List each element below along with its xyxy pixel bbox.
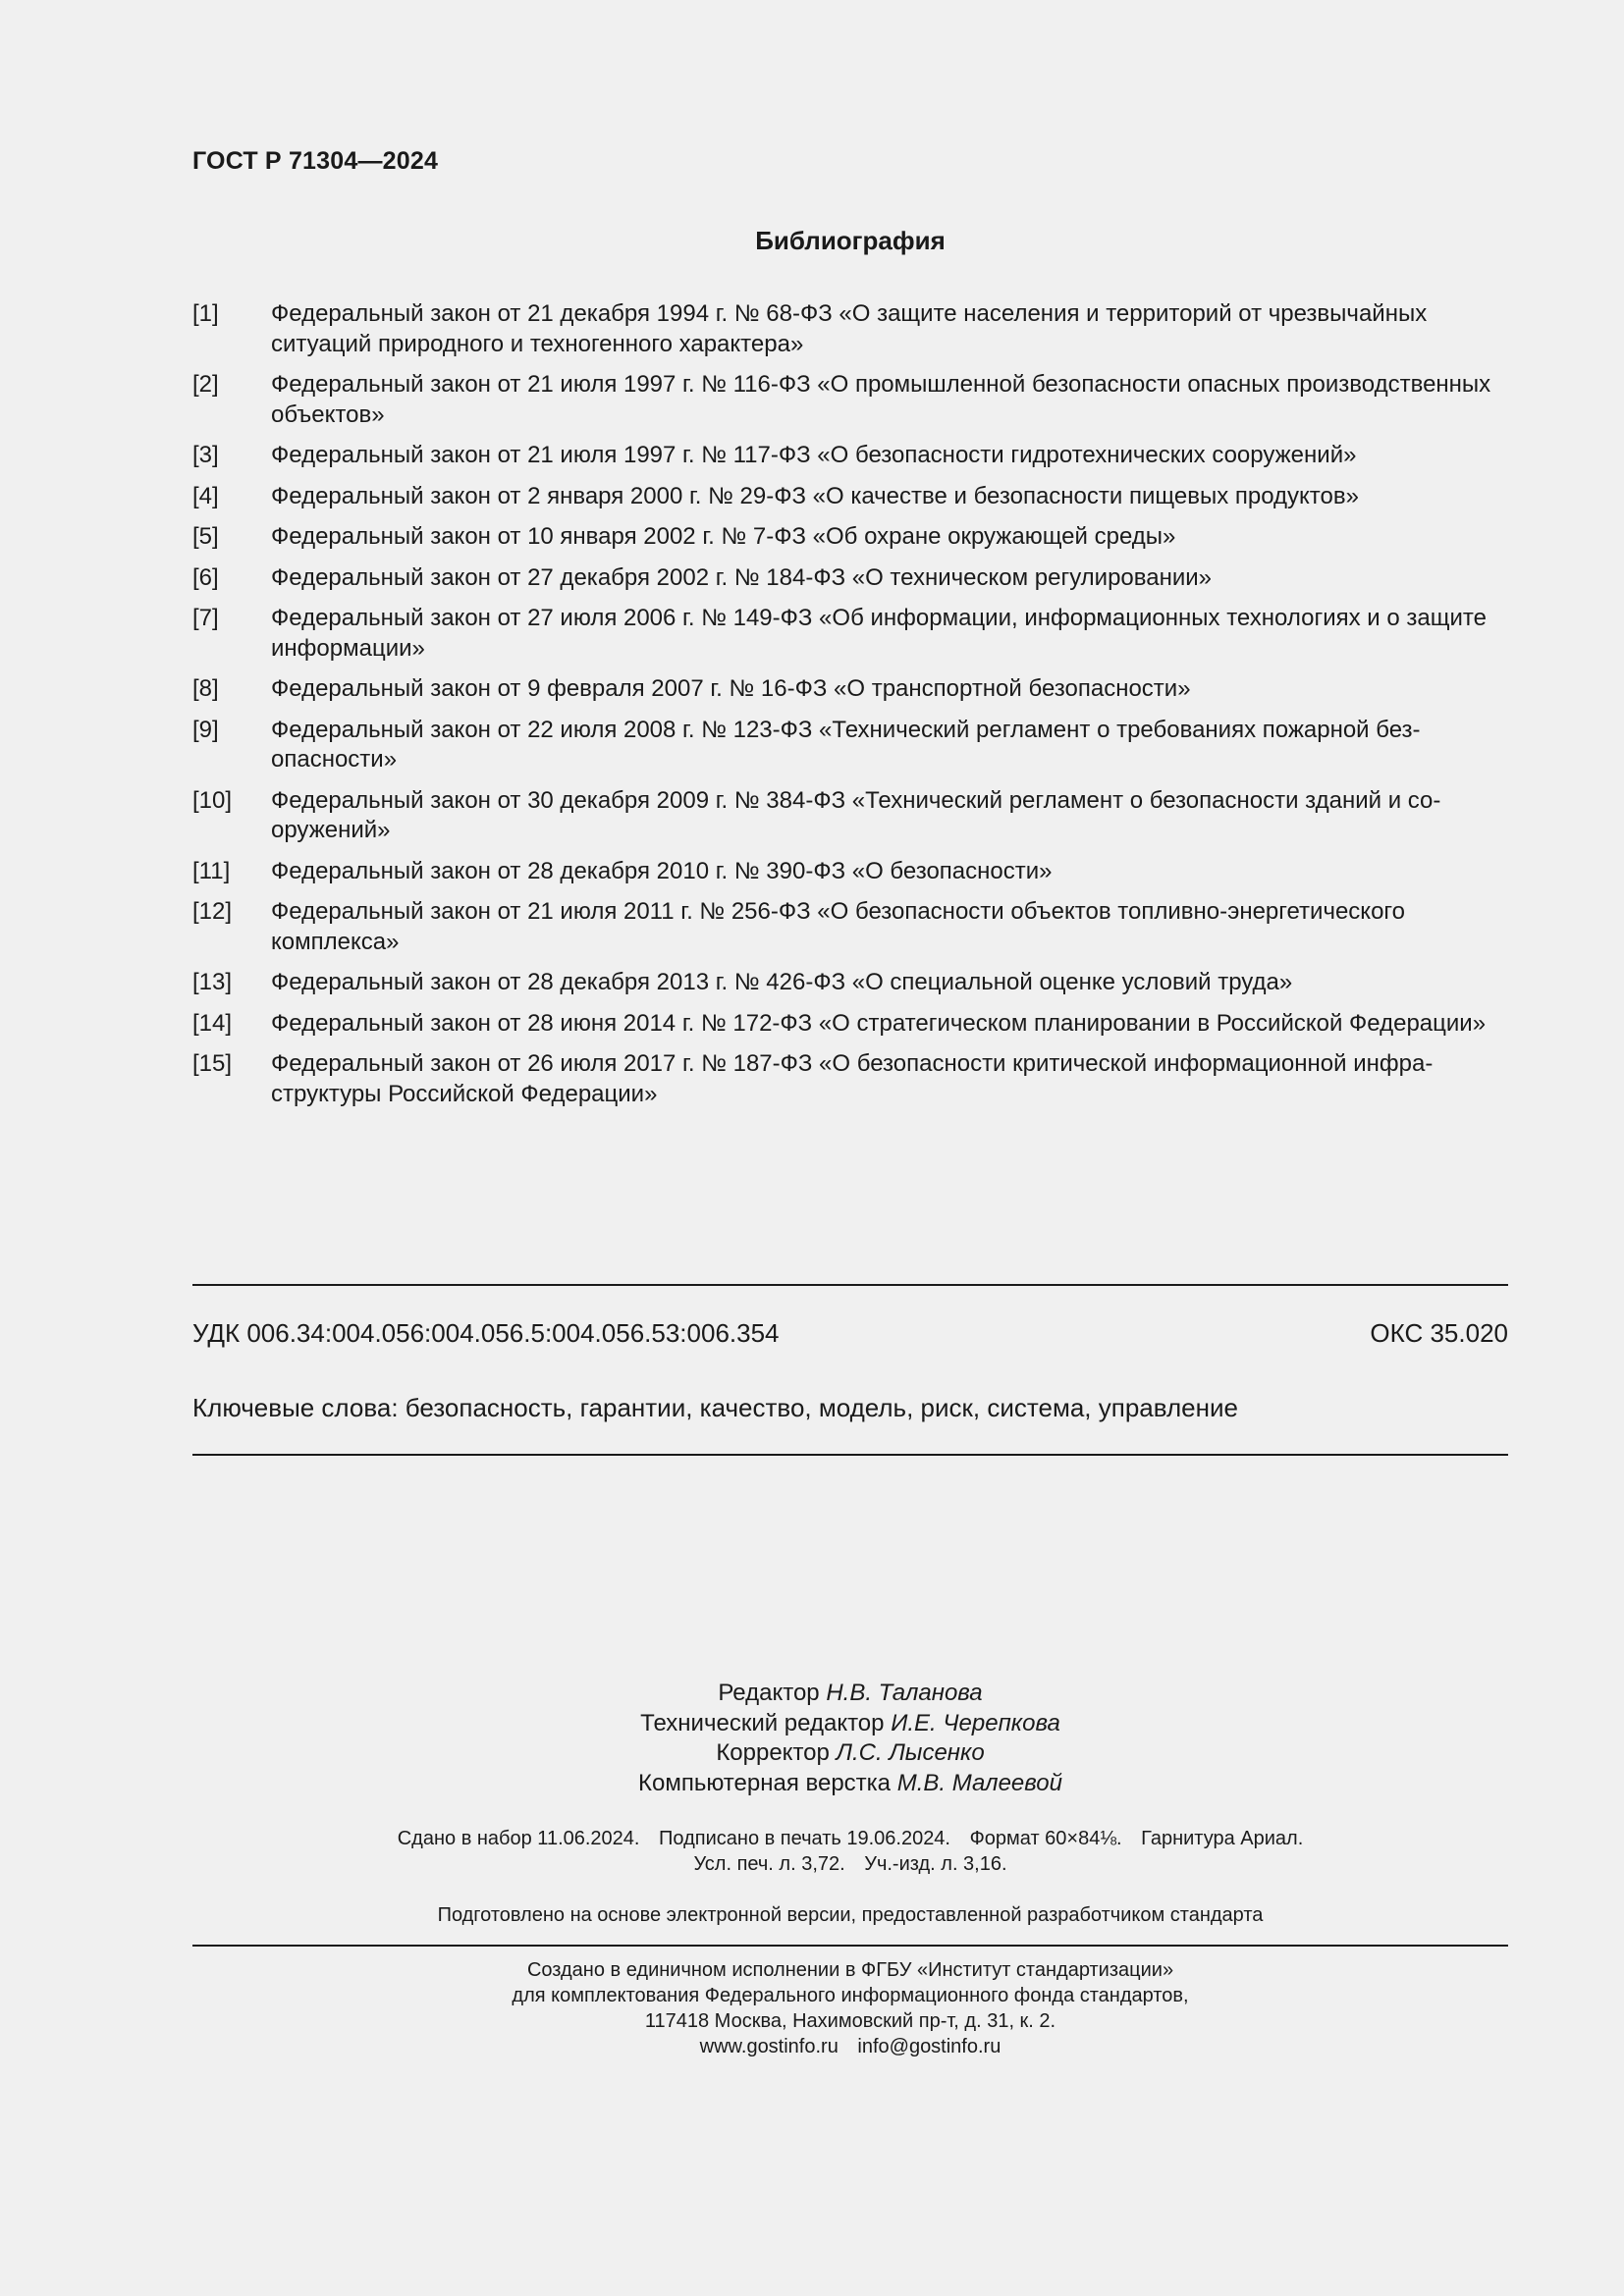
bibliography-item-number: [14] — [192, 1009, 233, 1037]
bibliography-item-text: Федеральный закон от 2 января 2000 г. № 29-ФЗ «О качестве и безопасности пищевых продуктов» — [271, 482, 1359, 509]
bibliography-item-number: [9] — [192, 716, 219, 743]
bibliography-item — [192, 716, 1508, 775]
bibliography-item — [192, 299, 1508, 359]
bibliography-item-text: Федеральный закон от 10 января 2002 г. № 7-ФЗ «Об охране окружающей среды» — [271, 523, 1176, 550]
bibliography-item-number: [4] — [192, 482, 219, 509]
bibliography-item-text: Федеральный закон от 9 февраля 2007 г. № 16-ФЗ «О транспортной безопасности» — [271, 675, 1191, 702]
bibliography-item-text: Федеральный закон от 28 июня 2014 г. № 172-ФЗ «О стратегическом планировании в Российской Федерации» — [271, 1009, 1487, 1037]
publisher-block — [192, 1957, 1508, 2059]
bibliography-item-text: Федеральный закон от 28 декабря 2010 г. № 390-ФЗ «О безопасности» — [271, 857, 1053, 884]
credit-editor: Редактор Н.В. Таланова — [718, 1680, 983, 1706]
signed-date: Подписано в печать 19.06.2024. — [659, 1828, 950, 1849]
udk-code: УДК 006.34:004.056:004.056.5:004.056.53:006.354 — [192, 1318, 780, 1348]
bibliography-item — [192, 968, 1508, 998]
bibliography-item-text: Федеральный закон от 21 декабря 1994 г. № 68-ФЗ «О защите населения и территорий от чрезвычайных ситуаций природного и техногенного характера» — [271, 300, 1428, 357]
bibliography-title: Библиография — [755, 226, 946, 255]
bibliography-item — [192, 441, 1508, 471]
publisher-line-1: Создано в единичном исполнении в ФГБУ «Институт стандартизации» — [526, 1959, 1174, 1981]
bibliography-item-number: [11] — [192, 857, 231, 884]
divider-bottom — [192, 1454, 1508, 1456]
bibliography-item-number: [5] — [192, 523, 219, 550]
print-sheets: Усл. печ. л. 3,72. — [693, 1853, 845, 1875]
credit-tech-editor: Технический редактор И.Е. Черепкова — [640, 1709, 1060, 1736]
submitted-date: Сдано в набор 11.06.2024. — [397, 1828, 640, 1849]
bibliography-item-text: Федеральный закон от 22 июля 2008 г. № 123-ФЗ «Технический регламент о требованиях пожарной безопасности» — [271, 716, 1421, 773]
bibliography-item-number: [8] — [192, 675, 219, 702]
divider-top — [192, 1284, 1508, 1286]
bibliography-item — [192, 370, 1508, 430]
print-info-line-2 — [192, 1851, 1508, 1877]
print-info-line-1 — [192, 1826, 1508, 1851]
email-link[interactable]: info@gostinfo.ru — [857, 2036, 1001, 2057]
bibliography-item — [192, 1009, 1508, 1040]
typeface: Гарнитура Ариал. — [1141, 1828, 1304, 1849]
bibliography-item — [192, 786, 1508, 846]
print-info — [192, 1826, 1508, 1877]
bibliography-item-text: Федеральный закон от 30 декабря 2009 г. № 384-ФЗ «Технический регламент о безопасности зданий и сооружений» — [271, 786, 1441, 843]
bibliography-item — [192, 522, 1508, 553]
standard-code: ГОСТ Р 71304—2024 — [192, 147, 439, 175]
oks-code: ОКС 35.020 — [1370, 1318, 1508, 1348]
bibliography-item-number: [2] — [192, 371, 219, 398]
bibliography-list — [192, 299, 1508, 1120]
classification-row — [192, 1318, 1508, 1349]
credit-corrector: Корректор Л.С. Лысенко — [716, 1739, 985, 1766]
bibliography-item-text: Федеральный закон от 27 июля 2006 г. № 149-ФЗ «Об информации, информационных технологиях и о защите информации» — [271, 605, 1487, 662]
bibliography-item-number: [6] — [192, 563, 219, 591]
bibliography-item-text: Федеральный закон от 27 декабря 2002 г. № 184-ФЗ «О техническом регулировании» — [271, 563, 1213, 591]
bibliography-item — [192, 897, 1508, 957]
bibliography-item-number: [13] — [192, 969, 233, 995]
bibliography-item-number: [15] — [192, 1050, 233, 1077]
bibliography-item-text: Федеральный закон от 26 июля 2017 г. № 187-ФЗ «О безопасности критической информационной инфраструктуры Российской Федерации» — [271, 1050, 1434, 1107]
divider-publisher — [192, 1945, 1508, 1947]
publisher-line-2: для комплектования Федерального информационного фонда стандартов, — [512, 1985, 1189, 2006]
prepared-note: Подготовлено на основе электронной версии, предоставленной разработчиком стандарта — [437, 1904, 1264, 1926]
publisher-address: 117418 Москва, Нахимовский пр-т, д. 31, к. 2. — [644, 2010, 1056, 2032]
website-link[interactable]: www.gostinfo.ru — [699, 2036, 839, 2057]
bibliography-item-number: [7] — [192, 605, 219, 631]
bibliography-item — [192, 857, 1508, 887]
bibliography-item-text: Федеральный закон от 21 июля 1997 г. № 117-ФЗ «О безопасности гидротехнических сооружений» — [271, 442, 1357, 468]
bibliography-item — [192, 563, 1508, 594]
bibliography-item — [192, 482, 1508, 512]
keywords: Ключевые слова: безопасность, гарантии, качество, модель, риск, система, управление — [192, 1393, 1238, 1422]
bibliography-item-text: Федеральный закон от 28 декабря 2013 г. № 426-ФЗ «О специальной оценке условий труда» — [271, 969, 1293, 995]
publishing-sheets: Уч.-изд. л. 3,16. — [864, 1853, 1007, 1875]
paper-format: Формат 60×84⅛. — [969, 1828, 1122, 1849]
credit-layout: Компьютерная верстка М.В. Малеевой — [638, 1769, 1062, 1796]
bibliography-item — [192, 604, 1508, 664]
bibliography-item — [192, 674, 1508, 705]
bibliography-item-text: Федеральный закон от 21 июля 2011 г. № 256-ФЗ «О безопасности объектов топливно-энергетического комплекса» — [271, 898, 1405, 955]
credits-block — [192, 1679, 1508, 1798]
bibliography-item-number: [1] — [192, 300, 219, 327]
bibliography-item-number: [10] — [192, 786, 233, 814]
bibliography-item-number: [12] — [192, 898, 233, 925]
bibliography-item-text: Федеральный закон от 21 июля 1997 г. № 116-ФЗ «О промышленной безопасности опасных производственных объектов» — [271, 371, 1491, 428]
bibliography-item-number: [3] — [192, 442, 219, 468]
publisher-contacts — [192, 2034, 1508, 2059]
bibliography-item — [192, 1049, 1508, 1109]
